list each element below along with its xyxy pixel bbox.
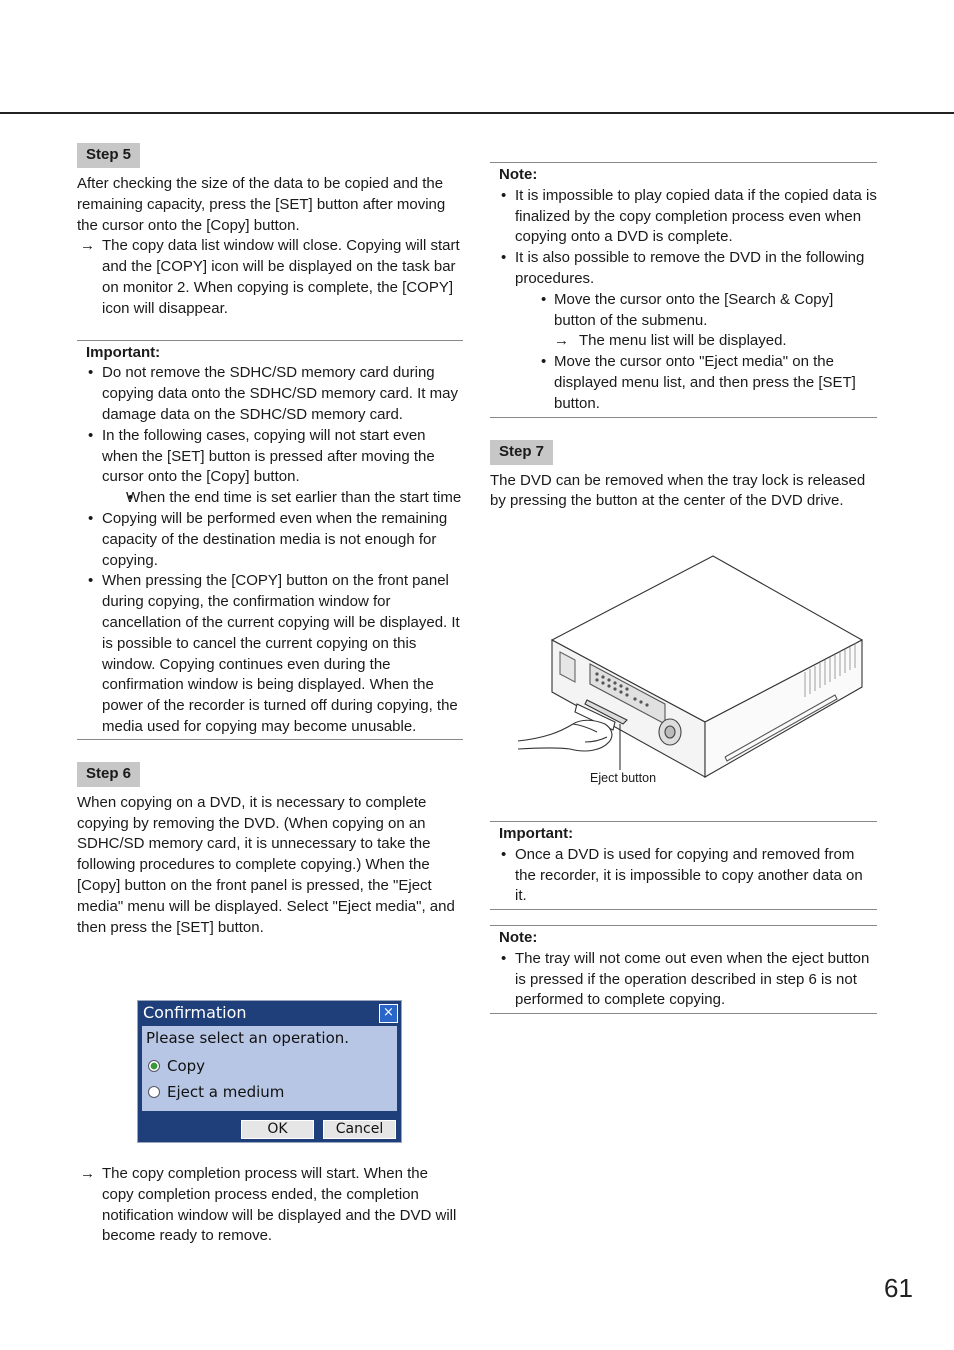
important-title: Important: bbox=[86, 343, 161, 361]
arrow-icon: → bbox=[80, 237, 95, 255]
important-bullet-1: • Do not remove the SDHC/SD memory card during copying data onto the SDHC/SD memory card. It may damage data on the SDHC/SD memory card. bbox=[86, 363, 463, 425]
important-title-right: Important: bbox=[499, 825, 574, 842]
important-bullet-2 bbox=[86, 426, 463, 509]
note-bullet-2-text: It is also possible to remove the DVD in the following procedures. bbox=[515, 249, 865, 287]
note-title: Note: bbox=[499, 166, 538, 183]
important-list bbox=[86, 363, 463, 737]
important-bullet-2-text: In the following cases, copying will not start even when the [SET] button is pressed after moving the cursor onto the [Copy] button. bbox=[102, 426, 435, 486]
option-eject-label: Eject a medium bbox=[167, 1083, 285, 1101]
eject-button-label: Eject button bbox=[590, 771, 657, 785]
step6-result bbox=[77, 1164, 463, 1247]
note-sub-bullet-1-text: Move the cursor onto the [Search & Copy] button of the submenu. bbox=[554, 290, 834, 329]
step6-paragraph: When copying on a DVD, it is necessary to complete copying by removing the DVD. (When copying on an SDHC/SD memory card, it is unnecessary to take the following procedures to complete copying.) When the [Copy] button on the front panel is pressed, the "Eject media" menu will be displayed. Select "Eject media", and then press the [SET] button. bbox=[77, 793, 455, 936]
page-number: 61 bbox=[884, 1273, 913, 1303]
dialog-message: Please select an operation. bbox=[146, 1029, 350, 1047]
note-sublist bbox=[515, 290, 877, 415]
important-sublist bbox=[102, 488, 463, 509]
dvr-recorder-illustration bbox=[515, 552, 870, 792]
right-column bbox=[490, 162, 877, 512]
option-eject[interactable] bbox=[148, 1082, 284, 1102]
note-sub-result-text: The menu list will be displayed. bbox=[579, 332, 787, 350]
dialog-title: Confirmation bbox=[143, 1003, 247, 1022]
note-box-1 bbox=[490, 162, 877, 418]
step5-result-text: The copy data list window will close. Copying will start and the [COPY] icon will be displayed on the task bar on monitor 2. When copying is complete, the [COPY] icon will disappear. bbox=[102, 237, 460, 317]
important-bullet-4: • When pressing the [COPY] button on the front panel during copying, the confirmation window for cancellation of the current copying will be displayed. It is possible to cancel the current copying on this window. Copying continues even during the confirmation window is being displayed. When the power of the recorder is turned off during copying, the media used for copying may become unusable. bbox=[86, 571, 463, 737]
important-right-bullet-1: • Once a DVD is used for copying and removed from the recorder, it is impossible to copy another data on it. bbox=[499, 845, 877, 907]
step7-paragraph: The DVD can be removed when the tray lock is released by pressing the button at the center of the DVD drive. bbox=[490, 471, 866, 510]
left-column bbox=[77, 143, 463, 938]
header-rule bbox=[0, 112, 954, 114]
note-box-2 bbox=[490, 925, 877, 1014]
step7-label: Step 7 bbox=[490, 440, 553, 465]
ok-button[interactable]: OK bbox=[241, 1120, 314, 1139]
step6-label: Step 6 bbox=[77, 762, 140, 787]
note2-list bbox=[499, 949, 877, 1011]
note-sub-result bbox=[554, 331, 877, 352]
step5-result bbox=[77, 236, 463, 319]
step5-paragraph: After checking the size of the data to be copied and the remaining capacity, press the [SET] button after moving the cursor onto the [Copy] button. bbox=[77, 175, 446, 234]
note-bullet-1: • It is impossible to play copied data if the copied data is finalized by the copy completion process even when copying onto a DVD is complete. bbox=[499, 186, 877, 248]
arrow-icon: → bbox=[554, 332, 569, 350]
cancel-button[interactable]: Cancel bbox=[323, 1120, 396, 1139]
note-bullet-2 bbox=[499, 248, 877, 414]
radio-selected-icon[interactable] bbox=[148, 1060, 160, 1072]
step6-result-text: The copy completion process will start. When the copy completion process ended, the completion notification window will be displayed and the DVD will become ready to remove. bbox=[102, 1165, 457, 1245]
important-box-right bbox=[490, 821, 877, 910]
important-bullet-3: • Copying will be performed even when the remaining capacity of the destination media is not enough for copying. bbox=[86, 509, 463, 571]
radio-icon[interactable] bbox=[148, 1086, 160, 1098]
dialog-body bbox=[142, 1026, 397, 1111]
note2-bullet-1: • The tray will not come out even when the eject button is pressed if the operation described in step 6 is not performed to complete copying. bbox=[499, 949, 877, 1011]
important-sub-bullet: • When the end time is set earlier than the start time bbox=[126, 488, 463, 509]
arrow-icon: → bbox=[80, 1165, 95, 1182]
step5-label: Step 5 bbox=[77, 143, 140, 168]
note-list bbox=[499, 186, 877, 415]
note2-title: Note: bbox=[499, 929, 538, 946]
option-copy[interactable] bbox=[148, 1056, 205, 1076]
note-sub-bullet-2: • Move the cursor onto "Eject media" on the displayed menu list, and then press the [SET] button. bbox=[539, 352, 877, 414]
confirmation-dialog bbox=[137, 1000, 402, 1143]
important-box-left bbox=[77, 340, 463, 740]
option-copy-label: Copy bbox=[167, 1057, 206, 1075]
important-list-right bbox=[499, 845, 877, 907]
note-sub-bullet-1 bbox=[539, 290, 877, 352]
close-icon[interactable]: × bbox=[379, 1004, 398, 1023]
